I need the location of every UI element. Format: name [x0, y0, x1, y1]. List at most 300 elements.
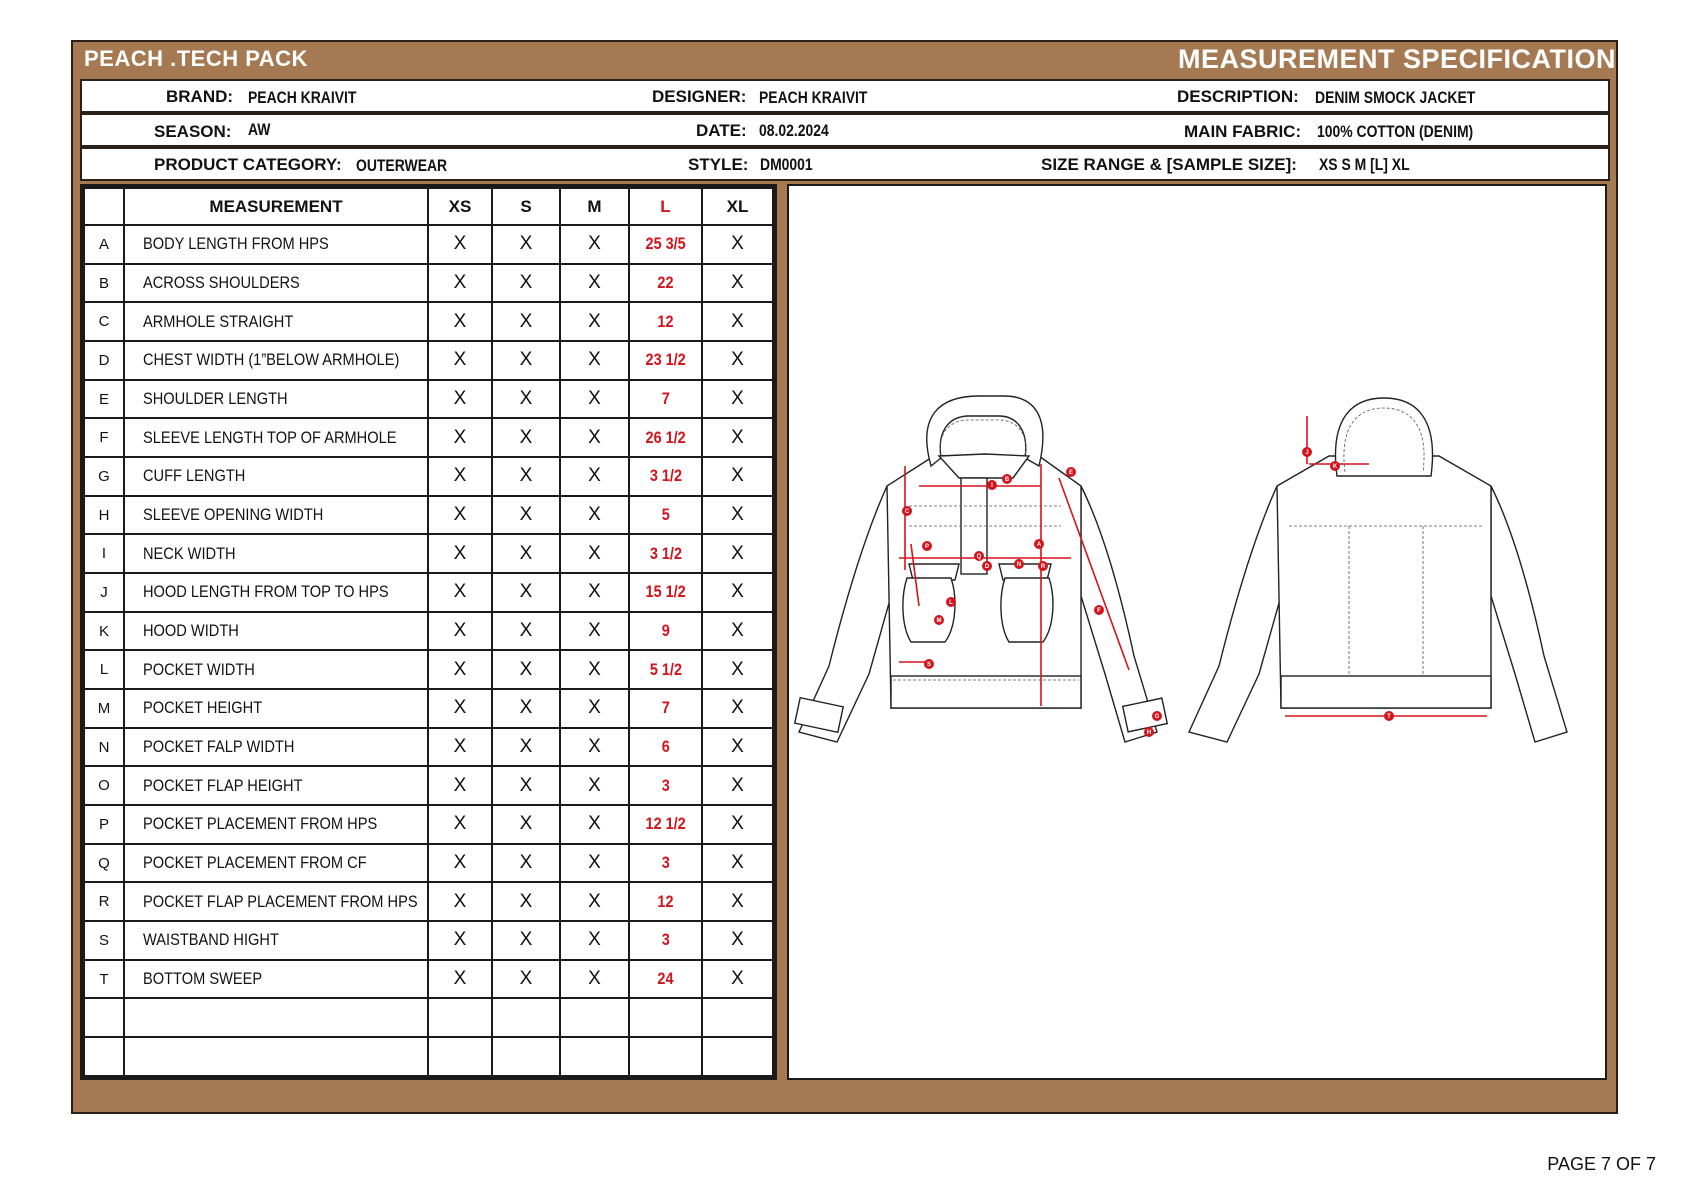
- front-jacket-sketch: [795, 396, 1167, 742]
- size-xs-value-text: X: [453, 465, 467, 487]
- size-xl-value-text: X: [731, 465, 744, 487]
- measurement-name: [124, 302, 428, 341]
- size-m-value: [560, 728, 629, 767]
- table-row: [84, 612, 773, 651]
- size-m-value-text: X: [588, 813, 601, 835]
- measurement-name: [124, 534, 428, 573]
- size-s-value-text: X: [519, 349, 533, 371]
- size-m-value-text: X: [588, 581, 601, 603]
- size-l-value: [629, 612, 702, 651]
- row-code: [84, 766, 124, 805]
- size-m-header: M: [560, 188, 629, 225]
- size-m-value: [560, 921, 629, 960]
- size-xs-value: [428, 264, 492, 303]
- size-xs-value-text: X: [453, 697, 467, 719]
- size-l-value-text: 5 1/2: [649, 659, 682, 679]
- svg-text:H: H: [1146, 730, 1152, 736]
- size-xs-value: [428, 302, 492, 341]
- size-m-value-text: X: [588, 774, 601, 796]
- svg-text:T: T: [1387, 714, 1391, 720]
- size-xs-value: [428, 496, 492, 535]
- size-xs-value-text: X: [453, 349, 467, 371]
- measurement-spec-title: MEASUREMENT SPECIFICATION: [1177, 44, 1616, 74]
- row-code-text: K: [98, 622, 109, 640]
- size-l-value: [629, 921, 702, 960]
- table-row: [84, 496, 773, 535]
- date-label: DATE:: [696, 121, 747, 140]
- size-xl-value: [702, 805, 773, 844]
- size-l-value-text: 12 1/2: [645, 814, 686, 834]
- row-code: [84, 457, 124, 496]
- size-l-value-text: 5: [661, 505, 670, 525]
- measurement-header: MEASUREMENT: [124, 188, 428, 225]
- measurement-table: [80, 184, 777, 1080]
- size-m-value: [560, 264, 629, 303]
- size-l-value: [629, 650, 702, 689]
- size-xl-value-text: X: [731, 233, 744, 255]
- size-m-value-text: X: [588, 233, 601, 255]
- svg-text:A: A: [1036, 542, 1042, 548]
- size-m-value: [560, 612, 629, 651]
- size-l-value-text: 6: [661, 737, 670, 757]
- size-xl-value: [702, 1037, 773, 1076]
- size-l-value: [629, 264, 702, 303]
- size-xs-value: [428, 844, 492, 883]
- size-xl-value-text: X: [731, 388, 744, 410]
- size-xs-value: [428, 766, 492, 805]
- size-xs-value: [428, 805, 492, 844]
- size-s-value-text: X: [519, 504, 533, 526]
- size-m-value: [560, 998, 629, 1037]
- size-s-value-text: X: [519, 542, 533, 564]
- description-value: DENIM SMOCK JACKET: [1315, 88, 1476, 107]
- size-xs-value: [428, 380, 492, 419]
- size-s-value: [492, 380, 560, 419]
- size-xs-value-text: X: [453, 774, 467, 796]
- row-code: [84, 921, 124, 960]
- size-m-value: [560, 882, 629, 921]
- measurement-name-text: WAISTBAND HIGHT: [143, 930, 279, 950]
- size-l-value: [629, 1037, 702, 1076]
- measurement-name-text: SLEEVE LENGTH TOP OF ARMHOLE: [143, 427, 397, 447]
- size-xl-value-text: X: [731, 890, 744, 912]
- size-xs-value: [428, 573, 492, 612]
- row-code: [84, 650, 124, 689]
- size-s-value-text: X: [519, 310, 533, 332]
- size-l-value: [629, 573, 702, 612]
- size-m-value: [560, 844, 629, 883]
- table-row: [84, 1037, 773, 1076]
- size-l-value-text: 15 1/2: [645, 582, 686, 602]
- size-s-value-text: X: [519, 426, 533, 448]
- size-xl-value-text: X: [731, 542, 744, 564]
- size-xs-value-text: X: [453, 272, 467, 293]
- table-row: [84, 689, 773, 728]
- size-xl-value-text: X: [731, 620, 744, 642]
- svg-text:F: F: [1097, 608, 1101, 614]
- size-l-value: [629, 805, 702, 844]
- size-xl-value: [702, 225, 773, 264]
- size-xs-value-text: X: [453, 388, 467, 410]
- size-m-value-text: X: [588, 620, 601, 642]
- svg-text:S: S: [926, 662, 932, 668]
- size-xl-value: [702, 380, 773, 419]
- table-row: [84, 264, 773, 303]
- size-xl-value: [702, 960, 773, 999]
- measurement-name: [124, 1037, 428, 1076]
- size-range-label: SIZE RANGE & [SAMPLE SIZE]:: [1041, 155, 1297, 174]
- measurement-name-text: NECK WIDTH: [143, 543, 236, 563]
- row-code: [84, 689, 124, 728]
- size-xs-value-text: X: [453, 929, 467, 951]
- size-xs-value-text: X: [453, 813, 467, 835]
- table-row: [84, 998, 773, 1037]
- measurement-name-text: SLEEVE OPENING WIDTH: [143, 505, 324, 525]
- size-xs-value-text: X: [453, 504, 467, 526]
- measurement-name-text: POCKET FLAP HEIGHT: [143, 775, 303, 795]
- size-l-value: [629, 225, 702, 264]
- size-l-value-text: 3 1/2: [649, 466, 682, 486]
- size-m-value-text: X: [588, 504, 601, 526]
- measurement-name-text: SHOULDER LENGTH: [143, 389, 288, 409]
- size-xl-value-text: X: [731, 426, 744, 448]
- size-s-value-text: X: [519, 929, 533, 951]
- measurement-name-text: POCKET PLACEMENT FROM HPS: [143, 814, 378, 834]
- size-xl-value: [702, 496, 773, 535]
- svg-text:R: R: [1040, 564, 1046, 570]
- size-m-value-text: X: [588, 310, 601, 332]
- size-m-value-text: X: [588, 658, 601, 680]
- size-xs-value: [428, 650, 492, 689]
- size-s-value-text: X: [519, 620, 533, 642]
- size-s-header: S: [492, 188, 560, 225]
- size-s-value-text: X: [519, 658, 533, 680]
- size-s-value-text: X: [519, 697, 533, 719]
- size-xl-value-text: X: [731, 272, 744, 293]
- size-xl-header: XL: [702, 188, 773, 225]
- size-l-value-text: 23 1/2: [645, 350, 686, 370]
- size-xl-value: [702, 612, 773, 651]
- info-row-1: [80, 79, 1610, 113]
- row-code: [84, 264, 124, 303]
- row-code-text: D: [98, 351, 110, 369]
- size-xl-value-text: X: [731, 968, 744, 990]
- size-xs-value-text: X: [453, 620, 467, 642]
- description-label: DESCRIPTION:: [1177, 87, 1299, 106]
- size-s-value: [492, 805, 560, 844]
- size-m-value: [560, 960, 629, 999]
- size-xs-value-text: X: [453, 233, 467, 255]
- size-s-value-text: X: [519, 388, 533, 410]
- measurement-name: [124, 341, 428, 380]
- row-code-text: C: [98, 313, 110, 331]
- size-l-value: [629, 457, 702, 496]
- table-row: [84, 728, 773, 767]
- svg-text:M: M: [936, 618, 942, 624]
- size-l-value: [629, 496, 702, 535]
- size-s-value: [492, 418, 560, 457]
- row-code-text: R: [98, 893, 110, 911]
- product-category-label: PRODUCT CATEGORY:: [154, 155, 342, 174]
- svg-text:P: P: [924, 544, 930, 550]
- size-s-value: [492, 998, 560, 1037]
- size-m-value: [560, 805, 629, 844]
- back-jacket-sketch: [1189, 398, 1567, 742]
- svg-text:N: N: [1016, 562, 1022, 568]
- page-number: PAGE 7 OF 7: [1547, 1154, 1656, 1174]
- size-xs-value: [428, 1037, 492, 1076]
- measurement-name: [124, 998, 428, 1037]
- size-xl-value-text: X: [731, 581, 744, 603]
- size-xl-value-text: X: [731, 736, 744, 758]
- row-code: [84, 805, 124, 844]
- measurement-name-text: CUFF LENGTH: [143, 466, 246, 486]
- size-xl-value: [702, 418, 773, 457]
- size-l-value-text: 25 3/5: [645, 234, 686, 254]
- svg-text:I: I: [991, 483, 993, 489]
- size-s-value-text: X: [519, 233, 533, 255]
- size-m-value-text: X: [588, 929, 601, 951]
- size-s-value-text: X: [519, 465, 533, 487]
- size-s-value-text: X: [519, 890, 533, 912]
- size-s-value-text: X: [519, 736, 533, 758]
- size-xl-value-text: X: [731, 852, 744, 874]
- date-value: 08.02.2024: [759, 121, 829, 140]
- svg-text:C: C: [904, 509, 910, 515]
- season-value: AW: [248, 120, 271, 139]
- row-code-text: P: [98, 815, 109, 833]
- measurement-name-text: BODY LENGTH FROM HPS: [143, 234, 329, 254]
- svg-text:D: D: [984, 564, 990, 570]
- garment-sketch-panel: [787, 184, 1607, 1080]
- size-xl-value: [702, 341, 773, 380]
- table-row: [84, 766, 773, 805]
- measurement-name-text: CHEST WIDTH (1”BELOW ARMHOLE): [143, 350, 400, 370]
- size-l-value-text: 3: [661, 853, 670, 873]
- row-code: [84, 960, 124, 999]
- size-xl-value-text: X: [731, 310, 744, 332]
- row-code: [84, 302, 124, 341]
- size-s-value: [492, 650, 560, 689]
- size-xl-value: [702, 998, 773, 1037]
- size-s-value: [492, 882, 560, 921]
- size-xs-header: XS: [428, 188, 492, 225]
- size-l-value: [629, 998, 702, 1037]
- size-m-value-text: X: [588, 890, 601, 912]
- size-s-value: [492, 264, 560, 303]
- table-row: [84, 302, 773, 341]
- measurement-name: [124, 573, 428, 612]
- measurement-name-text: POCKET HEIGHT: [143, 698, 263, 718]
- svg-text:J: J: [1305, 450, 1309, 456]
- size-m-value-text: X: [588, 465, 601, 487]
- row-code-text: S: [98, 931, 109, 949]
- row-code: [84, 728, 124, 767]
- size-xs-value-text: X: [453, 658, 467, 680]
- size-m-value: [560, 302, 629, 341]
- measurement-name-text: BOTTOM SWEEP: [143, 969, 263, 989]
- table-row: [84, 534, 773, 573]
- size-m-value: [560, 225, 629, 264]
- row-code: [84, 380, 124, 419]
- size-l-value-text: 3: [661, 930, 670, 950]
- measurement-name: [124, 650, 428, 689]
- row-code: [84, 573, 124, 612]
- product-category-value: OUTERWEAR: [356, 156, 448, 175]
- row-code-text: F: [99, 429, 109, 447]
- size-m-value: [560, 766, 629, 805]
- table-row: [84, 380, 773, 419]
- size-xs-value-text: X: [453, 736, 467, 758]
- size-xl-value-text: X: [731, 813, 744, 835]
- row-code: [84, 882, 124, 921]
- brand-value: PEACH KRAIVIT: [248, 88, 357, 107]
- size-l-value-text: 22: [657, 273, 674, 292]
- row-code-text: E: [98, 390, 109, 408]
- svg-text:L: L: [949, 600, 953, 606]
- size-s-value: [492, 341, 560, 380]
- size-xl-value: [702, 457, 773, 496]
- svg-text:Q: Q: [976, 554, 982, 560]
- size-l-value: [629, 380, 702, 419]
- measurement-name: [124, 225, 428, 264]
- size-l-value: [629, 766, 702, 805]
- size-l-value-text: 24: [657, 969, 674, 989]
- size-xs-value: [428, 960, 492, 999]
- info-row-3: [80, 147, 1610, 181]
- size-s-value: [492, 960, 560, 999]
- measurement-name: [124, 766, 428, 805]
- size-xs-value: [428, 728, 492, 767]
- measurement-name: [124, 844, 428, 883]
- size-xs-value-text: X: [453, 581, 467, 603]
- brand-label: BRAND:: [166, 87, 234, 106]
- size-m-value: [560, 650, 629, 689]
- size-m-value-text: X: [588, 349, 601, 371]
- size-s-value: [492, 534, 560, 573]
- svg-text:G: G: [1154, 714, 1160, 720]
- size-xl-value: [702, 650, 773, 689]
- measurement-name-text: POCKET FLAP PLACEMENT FROM HPS: [143, 891, 418, 911]
- size-s-value: [492, 612, 560, 651]
- measurement-name: [124, 418, 428, 457]
- size-xl-value: [702, 766, 773, 805]
- size-xl-value: [702, 882, 773, 921]
- size-l-value-text: 7: [661, 389, 670, 409]
- size-xs-value-text: X: [453, 310, 467, 332]
- measurement-name: [124, 882, 428, 921]
- size-m-value: [560, 418, 629, 457]
- size-xs-value-text: X: [453, 426, 467, 448]
- size-xl-value: [702, 302, 773, 341]
- size-s-value-text: X: [519, 581, 533, 603]
- table-row: [84, 573, 773, 612]
- main-fabric-label: MAIN FABRIC:: [1184, 122, 1302, 141]
- size-xl-value-text: X: [731, 929, 744, 951]
- size-m-value: [560, 1037, 629, 1076]
- size-xs-value: [428, 612, 492, 651]
- code-header: [84, 188, 124, 225]
- size-m-value-text: X: [588, 697, 601, 719]
- size-s-value: [492, 844, 560, 883]
- row-code-text: N: [98, 738, 110, 756]
- size-m-value-text: X: [588, 426, 601, 448]
- size-xl-value: [702, 689, 773, 728]
- size-xs-value-text: X: [453, 890, 467, 912]
- row-code: [84, 418, 124, 457]
- measurement-name-text: HOOD LENGTH FROM TOP TO HPS: [143, 582, 389, 602]
- table-row: [84, 341, 773, 380]
- row-code: [84, 612, 124, 651]
- row-code: [84, 341, 124, 380]
- size-xl-value: [702, 534, 773, 573]
- size-m-value: [560, 689, 629, 728]
- size-s-value: [492, 302, 560, 341]
- info-row-2: [80, 113, 1610, 147]
- row-code-text: M: [97, 699, 111, 717]
- size-s-value: [492, 1037, 560, 1076]
- measurement-name-text: ACROSS SHOULDERS: [143, 273, 300, 292]
- size-s-value-text: X: [519, 852, 533, 874]
- size-s-value: [492, 766, 560, 805]
- measurement-name-text: HOOD WIDTH: [143, 621, 239, 641]
- measurement-name: [124, 805, 428, 844]
- size-s-value: [492, 728, 560, 767]
- size-xl-value-text: X: [731, 504, 744, 526]
- size-xs-value: [428, 998, 492, 1037]
- row-code-text: O: [98, 777, 110, 795]
- measurement-name: [124, 457, 428, 496]
- size-xl-value: [702, 573, 773, 612]
- measurement-name: [124, 728, 428, 767]
- size-l-value: [629, 844, 702, 883]
- size-l-header: L: [629, 188, 702, 225]
- size-xs-value-text: X: [453, 968, 467, 990]
- row-code: [84, 844, 124, 883]
- size-s-value: [492, 496, 560, 535]
- size-s-value: [492, 225, 560, 264]
- season-label: SEASON:: [154, 122, 232, 141]
- row-code-text: A: [98, 235, 109, 253]
- svg-text:B: B: [1004, 477, 1010, 483]
- measurement-name-text: ARMHOLE STRAIGHT: [143, 311, 294, 331]
- size-l-value: [629, 302, 702, 341]
- table-header-row: [84, 188, 773, 225]
- table-row: [84, 418, 773, 457]
- row-code-text: J: [100, 583, 108, 601]
- main-fabric-value: 100% COTTON (DENIM): [1317, 122, 1474, 141]
- table-row: [84, 650, 773, 689]
- size-m-value: [560, 341, 629, 380]
- size-xl-value-text: X: [731, 774, 744, 796]
- measurement-name-text: POCKET FALP WIDTH: [143, 737, 295, 757]
- row-code: [84, 1037, 124, 1076]
- measurement-name: [124, 960, 428, 999]
- row-code-text: L: [99, 661, 109, 679]
- size-l-value-text: 9: [661, 621, 670, 641]
- row-code-text: B: [98, 274, 109, 292]
- row-code: [84, 225, 124, 264]
- measurement-name: [124, 380, 428, 419]
- size-m-value-text: X: [588, 968, 601, 990]
- measurement-name: [124, 496, 428, 535]
- size-l-value: [629, 882, 702, 921]
- size-xs-value: [428, 921, 492, 960]
- row-code: [84, 534, 124, 573]
- row-code: [84, 496, 124, 535]
- size-s-value: [492, 457, 560, 496]
- size-m-value-text: X: [588, 852, 601, 874]
